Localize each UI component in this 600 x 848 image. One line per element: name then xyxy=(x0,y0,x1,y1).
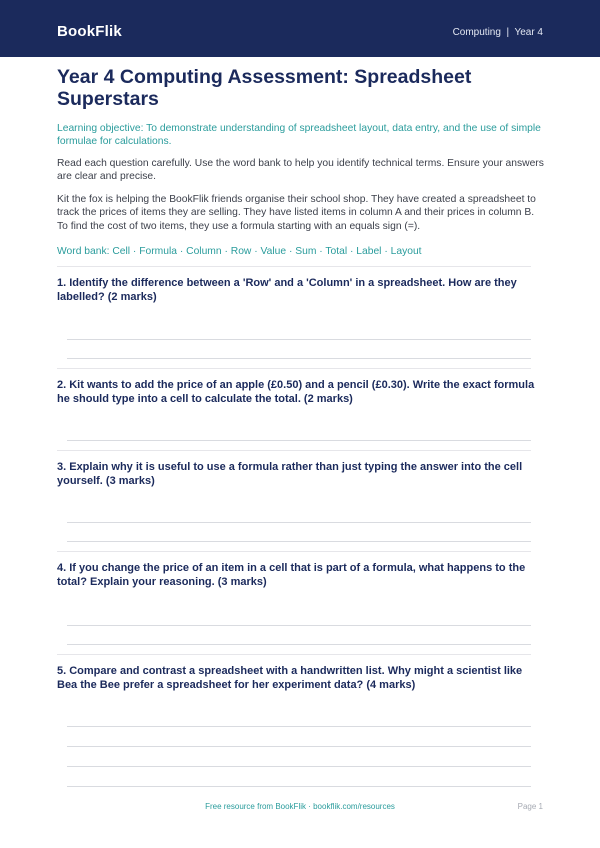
answer-line[interactable] xyxy=(67,644,531,645)
answer-line[interactable] xyxy=(67,726,531,727)
question-divider xyxy=(57,450,531,451)
answer-line[interactable] xyxy=(67,541,531,542)
answer-line[interactable] xyxy=(67,339,531,340)
question-2: 2. Kit wants to add the price of an apple (£0.50) and a pencil (£0.30). Write the exact formula he should type into a cell to calculate the total. (2 marks) xyxy=(57,379,535,405)
answer-line[interactable] xyxy=(67,746,531,747)
question-5: 5. Compare and contrast a spreadsheet with a handwritten list. Why might a scientist like Bea the Bee prefer a spreadsheet for her experiment data? (4 marks) xyxy=(57,665,523,691)
learning-objective: Learning objective: To demonstrate understanding of spreadsheet layout, data entry, and the use of simple formulae for calculations. xyxy=(57,123,541,148)
question-divider xyxy=(57,368,531,369)
answer-line[interactable] xyxy=(67,522,531,523)
subject-label: Computing | Year 4 xyxy=(452,27,543,38)
word-bank: Word bank: Cell · Formula · Column · Row · Value · Sum · Total · Label · Layout xyxy=(57,246,422,257)
answer-line[interactable] xyxy=(67,440,531,441)
question-4: 4. If you change the price of an item in a cell that is part of a formula, what happens to the total? Explain your reasoning. (3 marks) xyxy=(57,562,526,588)
page-title: Year 4 Computing Assessment: Spreadsheet Superstars xyxy=(57,66,472,110)
instructions-text: Read each question carefully. Use the word bank to help you identify technical terms. Ensure your answers are clear and precise. xyxy=(57,158,544,183)
question-divider xyxy=(57,266,531,267)
footer-link-text[interactable]: Free resource from BookFlik · bookflik.com/resources xyxy=(205,802,395,811)
question-1: 1. Identify the difference between a 'Row' and a 'Column' in a spreadsheet. How are they labelled? (2 marks) xyxy=(57,277,517,303)
answer-line[interactable] xyxy=(67,625,531,626)
scenario-text: Kit the fox is helping the BookFlik friends organise their school shop. They have created a spreadsheet to track the prices of items they are selling. They have listed items in column A and their prices in column B. To find the cost of two items, they use a formula starting with an equals sign (=). xyxy=(57,194,536,232)
page-number: Page 1 xyxy=(517,802,543,811)
question-3: 3. Explain why it is useful to use a formula rather than just typing the answer into the cell yourself. (3 marks) xyxy=(57,461,523,487)
answer-line[interactable] xyxy=(67,786,531,787)
answer-line[interactable] xyxy=(67,766,531,767)
question-divider xyxy=(57,654,531,655)
question-divider xyxy=(57,551,531,552)
answer-line[interactable] xyxy=(67,358,531,359)
brand-logo: BookFlik xyxy=(57,23,122,40)
page-header xyxy=(0,0,600,57)
